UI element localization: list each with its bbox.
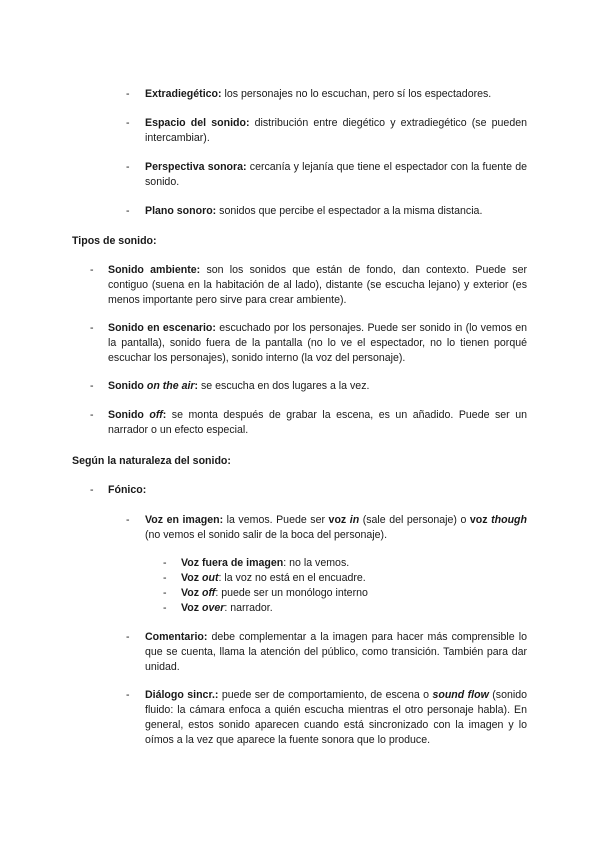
text-segment: (sale del personaje) o	[359, 514, 470, 526]
definition: escuchado por los personajes. Puede ser sonido in (lo vemos en la pantalla), sonido fuera de la pantalla (no lo ve el espectador, no lo tienen porqué escuchar los personajes), sonido interno (la voz del personaje).	[108, 322, 528, 364]
section-heading-naturaleza: Según la naturaleza del sonido:	[72, 455, 231, 467]
term-italic: out	[202, 572, 219, 584]
bullet-dash: -	[126, 117, 130, 129]
term: Comentario:	[145, 631, 208, 643]
term-colon: :	[194, 380, 199, 392]
bullet-dash: -	[126, 514, 130, 526]
text-segment: (no vemos el sonido salir de la boca del personaje).	[145, 529, 388, 541]
definition: : puede ser un monólogo interno	[215, 587, 368, 599]
term-italic: off	[149, 409, 163, 421]
term: Voz	[181, 587, 202, 599]
list-item-plano	[145, 204, 527, 219]
bullet-dash: -	[163, 557, 167, 569]
term: Voz en imagen:	[145, 514, 224, 526]
term: Voz fuera de imagen	[181, 557, 284, 569]
definition: sonidos que percibe el espectador a la misma distancia.	[216, 205, 483, 217]
section-heading-tipos: Tipos de sonido:	[72, 235, 157, 247]
term: Sonido en escenario:	[108, 322, 216, 334]
term-sound-flow: sound flow	[432, 689, 489, 701]
definition: debe complementar a la imagen para hacer más comprensible lo que se cuenta, llama la atención del público, como transición. También para dar unidad.	[145, 631, 527, 673]
list-item-escenario	[108, 321, 527, 366]
term: Espacio del sonido:	[145, 117, 250, 129]
definition: : la voz no está en el encuadre.	[218, 572, 366, 584]
list-item-fonico: Fónico:	[108, 484, 147, 496]
text-segment: la vemos. Puede ser	[223, 514, 329, 526]
bullet-dash: -	[90, 484, 94, 496]
term: Voz	[181, 602, 202, 614]
bullet-dash: -	[90, 322, 94, 334]
term-italic: off	[202, 587, 216, 599]
bullet-dash: -	[90, 409, 94, 421]
definition: son los sonidos que están de fondo, dan contexto. Puede ser contiguo (suena en la habitación de al lado), distante (se escucha lejano) y exterior (es menos importante pero sirve para crear ambiente).	[108, 264, 527, 306]
bullet-dash: -	[126, 631, 130, 643]
text-segment: puede ser de comportamiento, de escena o	[218, 689, 433, 701]
definition: cercanía y lejanía que tiene el espectador con la fuente de sonido.	[145, 161, 527, 188]
list-item-on-the-air	[108, 379, 527, 394]
term: Extradiegético:	[145, 88, 222, 100]
definition: se escucha en dos lugares a la vez.	[198, 380, 370, 392]
bullet-dash: -	[90, 380, 94, 392]
term: Diálogo sincr.:	[145, 689, 219, 701]
sub-item-voz-off	[181, 586, 368, 601]
sub-item-voz-out	[181, 571, 366, 586]
list-item-dialogo	[145, 688, 527, 748]
definition: distribución entre diegético y extradiegético (se pueden intercambiar).	[145, 117, 527, 144]
bullet-dash: -	[126, 205, 130, 217]
term-voz: voz	[328, 514, 350, 526]
bullet-dash: -	[90, 264, 94, 276]
list-item-comentario	[145, 630, 527, 675]
bullet-dash: -	[163, 602, 167, 614]
bullet-dash: -	[126, 88, 130, 100]
term-voz: voz	[469, 514, 492, 526]
definition: : narrador.	[224, 602, 273, 614]
term: Plano sonoro:	[145, 205, 217, 217]
term: Sonido	[108, 380, 147, 392]
term-though: though	[491, 514, 527, 526]
bullet-dash: -	[126, 161, 130, 173]
sub-item-voz-fuera	[181, 556, 349, 571]
term: Perspectiva sonora:	[145, 161, 247, 173]
text-segment: (sonido fluido: la cámara enfoca a quién escucha mientras el otro personaje habla). En general, estos sonido aparecen cuando está sincronizado con la imagen y lo oímos a la vez que aparece la fuente sonora que lo produce.	[145, 689, 527, 746]
list-item-perspectiva	[145, 160, 527, 190]
term-italic: over	[202, 602, 225, 614]
term: Sonido ambiente:	[108, 264, 201, 276]
definition: se monta después de grabar la escena, es un añadido. Puede ser un narrador o un efecto especial.	[108, 409, 527, 436]
term-italic: on the air	[146, 380, 195, 392]
list-item-voz-en-imagen	[145, 513, 527, 543]
term: Voz	[181, 572, 202, 584]
definition: los personajes no lo escuchan, pero sí los espectadores.	[221, 88, 492, 100]
bullet-dash: -	[126, 689, 130, 701]
term-in: in	[349, 514, 360, 526]
definition: : no la vemos.	[283, 557, 350, 569]
sub-item-voz-over	[181, 601, 273, 616]
bullet-dash: -	[163, 587, 167, 599]
term: Sonido	[108, 409, 150, 421]
list-item-off	[108, 408, 527, 438]
term-colon: :	[162, 409, 167, 421]
list-item-extradiegetico	[145, 87, 527, 102]
list-item-espacio	[145, 116, 527, 146]
bullet-dash: -	[163, 572, 167, 584]
list-item-ambiente	[108, 263, 527, 308]
